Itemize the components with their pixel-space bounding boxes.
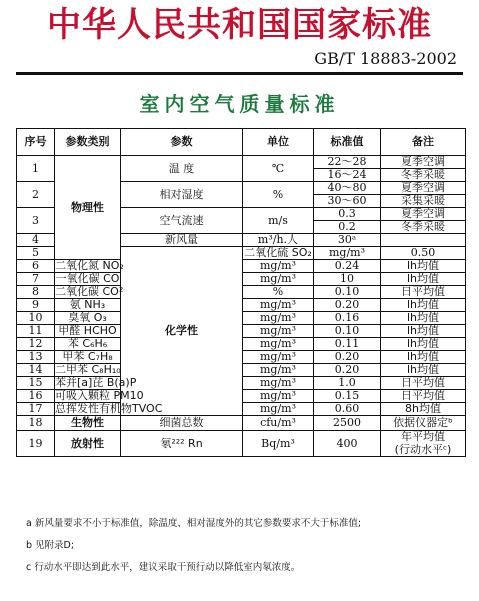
remark: 日平均值	[381, 377, 466, 390]
row-no: 1	[17, 156, 55, 182]
standard-value: 40～80	[314, 182, 381, 195]
standard-value: 0.16	[314, 312, 381, 325]
remark: 年平均值	[381, 431, 466, 444]
standard-value: 0.11	[314, 338, 381, 351]
standard-number: GB/T 18883-2002	[314, 49, 457, 68]
row-no: 3	[17, 208, 55, 234]
header-no: 序号	[17, 129, 55, 156]
parameter-name: 氨 NH₃	[55, 299, 121, 312]
remark: (行动水平ᶜ)	[381, 444, 466, 457]
parameter-name: 甲苯 C₇H₈	[55, 351, 121, 364]
standard-value: 0.24	[314, 260, 381, 273]
remark: lh均值	[381, 338, 466, 351]
unit: mg/m³	[243, 403, 314, 416]
category-radioactive: 放射性	[55, 431, 121, 457]
standard-value: 0.20	[314, 364, 381, 377]
standard-value: 1.0	[314, 377, 381, 390]
parameter-name: 总挥发性有机物TVOC	[55, 402, 163, 415]
remark: lh均值	[381, 299, 466, 312]
remark: lh均值	[381, 260, 466, 273]
table-header-row	[17, 129, 466, 156]
remark	[381, 234, 466, 247]
parameter-name: 相对湿度	[121, 182, 243, 208]
remark: lh均值	[381, 351, 466, 364]
unit: %	[243, 182, 314, 208]
remark: 夏季空调	[381, 208, 466, 221]
standard-value: 0.50	[381, 247, 466, 260]
row-no: 16	[17, 390, 55, 403]
standard-value: 0.15	[314, 390, 381, 403]
parameter-name: 二氧化硫 SO₂	[244, 246, 312, 259]
category-biological: 生物性	[55, 416, 121, 431]
standard-value: 22～28	[314, 156, 381, 169]
parameter-name: 细菌总数	[121, 416, 243, 431]
remark: 采集采暖	[381, 195, 466, 208]
parameter-name: 新风量	[121, 234, 243, 247]
row-no: 2	[17, 182, 55, 208]
unit: mg/m³	[243, 260, 314, 273]
parameter-name: 苯 C₆H₆	[55, 338, 121, 351]
row-no: 11	[17, 325, 55, 338]
remark: lh均值	[381, 364, 466, 377]
standards-table	[16, 128, 466, 457]
header-category: 参数类别	[55, 129, 121, 156]
unit: Bq/m³	[243, 431, 314, 457]
table-row	[17, 431, 466, 444]
remark: 夏季空调	[381, 156, 466, 169]
standard-value: 0.3	[314, 208, 381, 221]
remark: 夏季空调	[381, 182, 466, 195]
remark: lh均值	[381, 273, 466, 286]
header-unit: 单位	[243, 129, 314, 156]
unit: mg/m³	[243, 299, 314, 312]
standard-value: 30ᵃ	[314, 234, 381, 247]
parameter-name: 一氧化碳 CO	[55, 272, 120, 285]
remark: lh均值	[381, 312, 466, 325]
standard-value: 2500	[314, 416, 381, 431]
row-no: 17	[17, 403, 55, 416]
table-row	[17, 156, 466, 169]
remark: 冬季采暖	[381, 169, 466, 182]
remark: lh均值	[381, 325, 466, 338]
row-no: 18	[17, 416, 55, 431]
footnote-c: c 行动水平即达到此水平，建议采取干预行动以降低室内氡浓度。	[26, 562, 301, 573]
footnote-b: b 见附录D;	[26, 540, 75, 551]
unit: %	[243, 286, 314, 299]
parameter-name: 臭氧 O₃	[55, 312, 121, 325]
unit: mg/m³	[243, 338, 314, 351]
parameter-name: 苯并[a]芘 B(a)P	[55, 376, 137, 389]
header-standard-value: 标准值	[314, 129, 381, 156]
unit: m³/h.人	[243, 234, 314, 247]
standard-value: 0.60	[314, 403, 381, 416]
row-no: 5	[17, 247, 55, 260]
header-parameter: 参数	[121, 129, 243, 156]
parameter-name: 二甲苯 C₈H₁₀	[55, 363, 121, 376]
standard-value: 400	[314, 431, 381, 457]
footnotes	[26, 517, 466, 583]
row-no: 9	[17, 299, 55, 312]
standard-value: 10	[314, 273, 381, 286]
parameter-name: 温 度	[121, 156, 243, 182]
unit: m/s	[243, 208, 314, 234]
remark: 8h均值	[381, 403, 466, 416]
unit: mg/m³	[243, 377, 314, 390]
unit: mg/m³	[314, 247, 381, 260]
row-no: 19	[17, 431, 55, 457]
parameter-name: 可吸入颗粒 PM10	[55, 389, 144, 402]
standard-value: 30～60	[314, 195, 381, 208]
remark: 日平均值	[381, 286, 466, 299]
row-no: 4	[17, 234, 55, 247]
standard-title: 中华人民共和国国家标准	[47, 5, 432, 45]
category-chemical: 化学性	[121, 247, 243, 416]
parameter-name: 二氧化碳 CO²	[55, 285, 124, 298]
unit: mg/m³	[243, 364, 314, 377]
row-no: 12	[17, 338, 55, 351]
standard-value: 0.10	[314, 286, 381, 299]
unit: mg/m³	[243, 390, 314, 403]
standard-value: 0.20	[314, 351, 381, 364]
header-rule	[16, 72, 463, 75]
unit: mg/m³	[243, 273, 314, 286]
standard-value: 0.20	[314, 299, 381, 312]
row-no: 14	[17, 364, 55, 377]
parameter-name: 空气流速	[121, 208, 243, 234]
standard-value: 0.10	[314, 325, 381, 338]
row-no: 7	[17, 273, 55, 286]
category-physical: 物理性	[55, 156, 121, 260]
table-row	[17, 416, 466, 431]
unit: mg/m³	[243, 312, 314, 325]
remark: 冬季采暖	[381, 221, 466, 234]
unit: ℃	[243, 156, 314, 182]
footnote-a: a 新风量要求不小于标准值，除温度、相对湿度外的其它参数要求不大于标准值;	[26, 518, 362, 529]
unit: mg/m³	[243, 351, 314, 364]
parameter-name: 二氧化氮 NO₂	[55, 259, 124, 272]
remark: 依据仪器定ᵇ	[381, 416, 466, 431]
document-title: 室内空气质量标准	[139, 92, 340, 116]
header-remarks: 备注	[381, 129, 466, 156]
unit: mg/m³	[243, 325, 314, 338]
row-no: 15	[17, 377, 55, 390]
standard-value: 0.2	[314, 221, 381, 234]
parameter-name: 氡²²² Rn	[121, 431, 243, 457]
unit: cfu/m³	[243, 416, 314, 431]
row-no: 10	[17, 312, 55, 325]
remark: 日平均值	[381, 390, 466, 403]
parameter-name: 甲醛 HCHO	[55, 325, 121, 338]
row-no: 6	[17, 260, 55, 273]
row-no: 8	[17, 286, 55, 299]
standard-value: 16～24	[314, 169, 381, 182]
row-no: 13	[17, 351, 55, 364]
